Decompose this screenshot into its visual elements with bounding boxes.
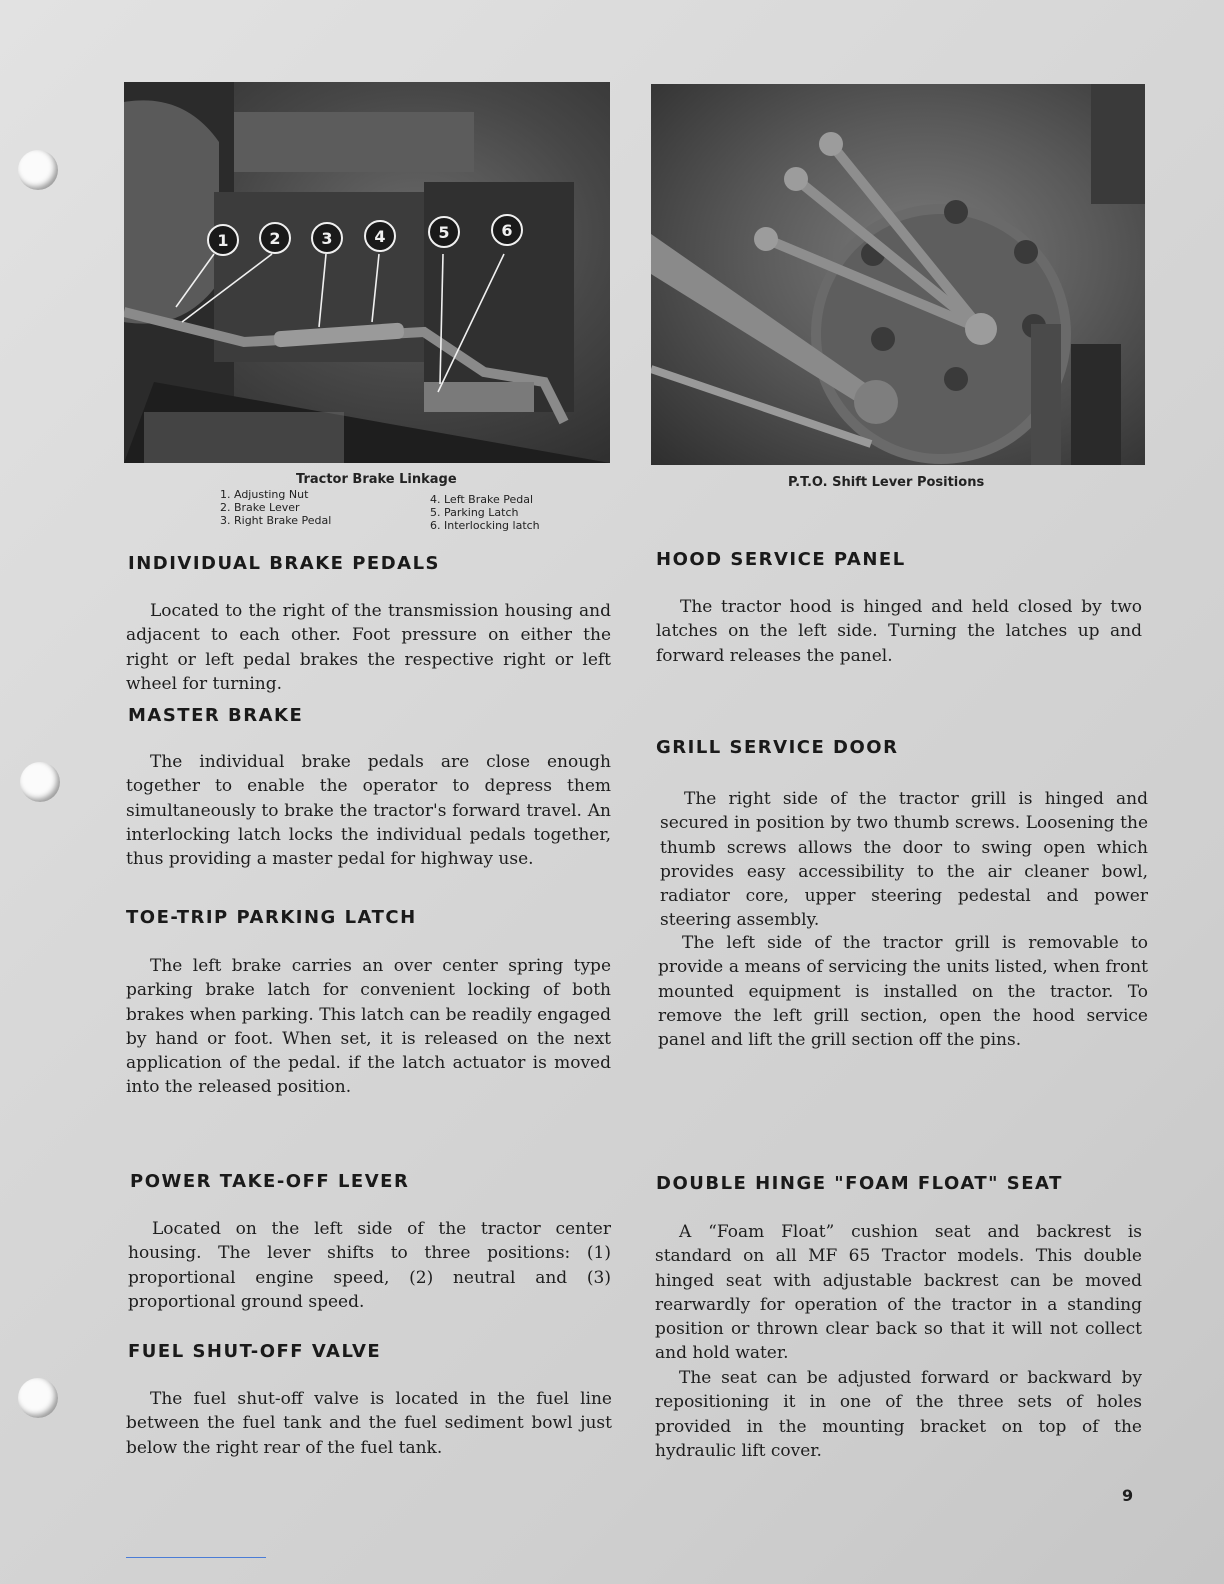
paragraph-grill-service-door-1: The right side of the tractor grill is hinged and secured in position by two thumb screws. Loosening the thumb screws allows the door to swing open which provides easy accessibility to the air cleaner bowl, radiator core, upper steering pedestal and power steering assembly. — [660, 789, 1148, 931]
heading-fuel-shut-off-valve: FUEL SHUT-OFF VALVE — [128, 1341, 382, 1362]
pto-shift-photo — [651, 84, 1145, 465]
paragraph-double-hinge-seat-2: The seat can be adjusted forward or backward by repositioning it in one of the three sets of holes provided in the mounting bracket on top of the hydraulic lift cover. — [655, 1368, 1142, 1461]
callout-label: 3 — [321, 229, 333, 248]
legend-item: 2. Brake Lever — [220, 501, 300, 514]
brake-figure-caption: Tractor Brake Linkage — [296, 472, 457, 487]
heading-double-hinge-seat: DOUBLE HINGE "FOAM FLOAT" SEAT — [656, 1173, 1063, 1194]
callout-label: 4 — [374, 227, 386, 246]
callout-label: 5 — [438, 223, 450, 242]
binder-hole-bottom — [18, 1378, 58, 1418]
underline-mark — [126, 1557, 266, 1558]
legend-item: 1. Adjusting Nut — [220, 488, 309, 501]
page-number: 9 — [1122, 1486, 1134, 1505]
heading-grill-service-door: GRILL SERVICE DOOR — [656, 737, 899, 758]
binder-hole-middle — [20, 762, 60, 802]
legend-item: 6. Interlocking latch — [430, 519, 540, 532]
legend-item: 4. Left Brake Pedal — [430, 493, 534, 506]
brake-legend-right — [430, 493, 540, 532]
paragraph-master-brake: The individual brake pedals are close enough together to enable the operator to depress them simultaneously to brake the tractor's forward travel. An interlocking latch locks the individual pedals together, thus providing a master pedal for highway use. — [126, 752, 611, 870]
heading-master-brake: MASTER BRAKE — [128, 705, 304, 726]
paragraph-toe-trip-parking-latch: The left brake carries an over center spring type parking brake latch for convenient locking of both brakes when parking. This latch can be readily engaged by hand or foot. When set, it is released on the next application of the pedal. if the latch actuator is moved into the released position. — [126, 956, 611, 1098]
paragraph-fuel-shut-off-valve: The fuel shut-off valve is located in the fuel line between the fuel tank and the fuel sediment bowl just below the right rear of the fuel tank. — [126, 1389, 612, 1458]
legend-item: 5. Parking Latch — [430, 506, 519, 519]
binder-hole-top — [18, 150, 58, 190]
callout-label: 2 — [269, 229, 281, 248]
brake-linkage-photo — [124, 82, 610, 463]
pto-figure-caption: P.T.O. Shift Lever Positions — [788, 475, 985, 490]
heading-power-take-off-lever: POWER TAKE-OFF LEVER — [130, 1171, 410, 1192]
heading-hood-service-panel: HOOD SERVICE PANEL — [656, 549, 906, 570]
paragraph-power-take-off-lever: Located on the left side of the tractor center housing. The lever shifts to three positions: (1) proportional engine speed, (2) neutral and (3) proportional ground speed. — [128, 1219, 611, 1312]
paragraph-hood-service-panel: The tractor hood is hinged and held closed by two latches on the left side. Turning the latches up and forward releases the panel. — [656, 597, 1142, 666]
callout-label: 1 — [217, 231, 229, 250]
heading-individual-brake-pedals: INDIVIDUAL BRAKE PEDALS — [128, 553, 441, 574]
callout-label: 6 — [501, 221, 513, 240]
paragraph-individual-brake-pedals: Located to the right of the transmission housing and adjacent to each other. Foot pressure on either the right or left pedal brakes the respective right or left wheel for turning. — [126, 601, 611, 694]
paragraph-double-hinge-seat-1: A “Foam Float” cushion seat and backrest is standard on all MF 65 Tractor models. This double hinged seat with adjustable backrest can be moved rearwardly for operation of the tractor in a standing position or thrown clear back so that it will not collect and hold water. — [655, 1222, 1142, 1364]
paragraph-grill-service-door-2: The left side of the tractor grill is removable to provide a means of servicing the units listed, when front mounted equipment is installed on the tractor. To remove the left grill section, open the hood service panel and lift the grill section off the pins. — [658, 933, 1148, 1051]
brake-legend-left — [220, 488, 331, 527]
heading-toe-trip-parking-latch: TOE-TRIP PARKING LATCH — [126, 907, 417, 928]
legend-item: 3. Right Brake Pedal — [220, 514, 332, 527]
